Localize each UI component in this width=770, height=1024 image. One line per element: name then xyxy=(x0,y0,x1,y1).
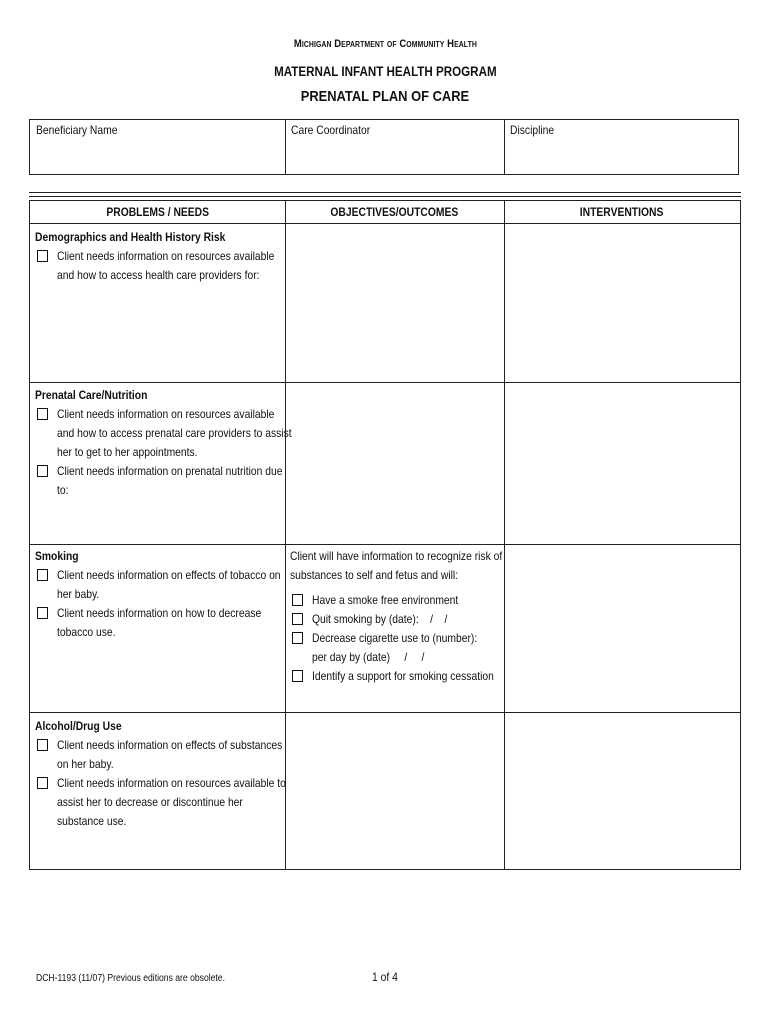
plan-title: PRENATAL PLAN OF CARE xyxy=(300,88,470,105)
section-title: Alcohol/Drug Use xyxy=(35,719,122,733)
section-prenatal-care xyxy=(35,386,292,500)
checkbox[interactable] xyxy=(37,408,48,420)
checkbox-item[interactable]: Have a smoke free environment xyxy=(290,591,502,610)
smoking-objectives: Client will have information to recognize risk of substances to self and fetus and will: Have a smoke free environment Quit smoking by (date): / / Decrease cigarette use to (number): per day by (date) / / Identify a support for smoking cessation xyxy=(290,547,502,686)
program-title: MATERNAL INFANT HEALTH PROGRAM xyxy=(273,64,497,79)
checkbox-item[interactable]: Client needs information on effects of substances on her baby. xyxy=(35,736,280,774)
checkbox-item[interactable]: Quit smoking by (date): / / xyxy=(290,610,502,629)
separator-line xyxy=(29,192,741,193)
checkbox[interactable] xyxy=(292,670,303,682)
section-demographics xyxy=(35,228,280,285)
header-row-divider xyxy=(30,223,740,224)
checkbox-item[interactable]: Client needs information on resources available and how to access prenatal care providers to assist her to get to her appointments. xyxy=(35,405,280,462)
column-header-problems: PROBLEMS / NEEDS xyxy=(106,205,209,219)
checkbox[interactable] xyxy=(37,607,48,619)
row-divider xyxy=(30,544,740,545)
beneficiary-name-field[interactable]: Beneficiary Name xyxy=(36,123,118,137)
separator-line xyxy=(29,196,741,197)
checkbox[interactable] xyxy=(292,613,303,625)
checkbox[interactable] xyxy=(292,632,303,644)
checkbox[interactable] xyxy=(37,250,48,262)
info-table xyxy=(29,119,739,175)
checkbox[interactable] xyxy=(37,777,48,789)
form-id: DCH-1193 (11/07) Previous editions are obsolete. xyxy=(36,973,225,984)
checkbox[interactable] xyxy=(37,569,48,581)
checkbox-item[interactable]: Client needs information on effects of tobacco on her baby. xyxy=(35,566,280,604)
checkbox[interactable] xyxy=(37,739,48,751)
checkbox[interactable] xyxy=(37,465,48,477)
checkbox-item[interactable]: Client needs information on prenatal nutrition due to: xyxy=(35,462,280,500)
info-divider xyxy=(285,120,286,174)
row-divider xyxy=(30,712,740,713)
column-divider xyxy=(504,201,505,869)
section-title: Prenatal Care/Nutrition xyxy=(35,388,148,402)
checkbox-item[interactable]: Decrease cigarette use to (number): per day by (date) / / xyxy=(290,629,502,667)
plan-of-care-table xyxy=(29,200,741,870)
department-name: Michigan Department of Community Health xyxy=(293,38,477,50)
column-header-interventions: INTERVENTIONS xyxy=(580,205,664,219)
discipline-field[interactable]: Discipline xyxy=(510,123,555,137)
care-coordinator-field[interactable]: Care Coordinator xyxy=(291,123,371,137)
row-divider xyxy=(30,382,740,383)
page-number: 1 of 4 xyxy=(372,970,398,984)
checkbox-item[interactable]: Client needs information on resources available and how to access health care providers for: xyxy=(35,247,280,285)
section-smoking xyxy=(35,547,280,642)
checkbox-item[interactable]: Client needs information on how to decrease tobacco use. xyxy=(35,604,280,642)
checkbox-item[interactable]: Identify a support for smoking cessation xyxy=(290,667,502,686)
section-alcohol-drug xyxy=(35,717,286,831)
section-title: Smoking xyxy=(35,549,79,563)
column-header-objectives: OBJECTIVES/OUTCOMES xyxy=(330,205,459,219)
checkbox-item[interactable]: Client needs information on resources available to assist her to decrease or discontinue her substance use. xyxy=(35,774,280,831)
section-title: Demographics and Health History Risk xyxy=(35,230,226,244)
info-divider xyxy=(504,120,505,174)
checkbox[interactable] xyxy=(292,594,303,606)
